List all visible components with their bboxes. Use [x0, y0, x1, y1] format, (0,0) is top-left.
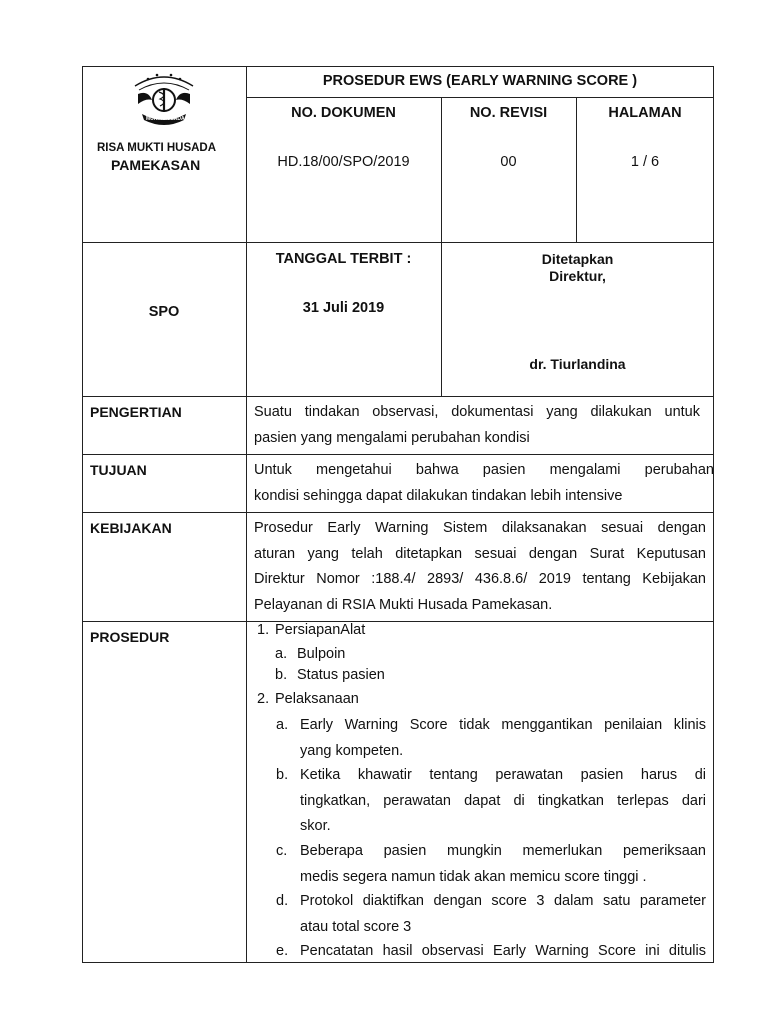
grid-line	[246, 396, 247, 963]
tool-item: Bulpoin	[297, 646, 346, 662]
doc-number-value: HD.18/00/SPO/2019	[277, 154, 410, 170]
step-1-title: PersiapanAlat	[275, 622, 366, 638]
step-marker: d.	[276, 893, 289, 909]
grid-line	[246, 97, 714, 98]
text-line: kondisi sehingga dapat dilakukan tindakan lebih intensive	[254, 487, 623, 504]
text-line: medis segera namun tidak akan memicu score tinggi .	[300, 868, 647, 885]
kebijakan-text	[254, 516, 706, 618]
prosedur-label: PROSEDUR	[90, 629, 170, 645]
kebijakan-label: KEBIJAKAN	[90, 520, 172, 536]
org-name-line1: RISA MUKTI HUSADA	[97, 142, 217, 154]
doc-number-label: NO. DOKUMEN	[291, 105, 396, 121]
page-value: 1 / 6	[630, 154, 660, 170]
text-line: Pelayanan di RSIA Mukti Husada Pamekasan.	[254, 596, 553, 613]
text-line: pasien yang mengalami perubahan kondisi	[254, 429, 530, 446]
text-line: tingkatkan, perawatan dapat di tingkatkan terlepas dari	[300, 792, 706, 809]
step-text	[300, 889, 706, 940]
text-line: atau total score 3	[300, 918, 412, 935]
issue-date-value: 31 Juli 2019	[302, 300, 385, 316]
spo-label: SPO	[148, 304, 180, 320]
revision-label: NO. REVISI	[469, 105, 548, 121]
director-title: Direktur,	[549, 268, 606, 284]
grid-line	[82, 454, 714, 455]
step-marker: b.	[276, 767, 289, 783]
text-line: Suatu tindakan observasi, dokumentasi yang dilakukan untuk	[254, 404, 700, 420]
tujuan-label: TUJUAN	[90, 462, 147, 478]
text-line: Early Warning Score tidak menggantikan penilaian klinis	[300, 717, 706, 733]
step-marker: a.	[276, 717, 289, 733]
director-name: dr. Tiurlandina	[529, 356, 626, 372]
text-line: aturan yang telah ditetapkan sesuai dengan Surat Keputusan	[254, 545, 706, 562]
grid-line	[82, 621, 714, 622]
tool-marker: b.	[275, 667, 288, 683]
tool-marker: a.	[275, 646, 288, 662]
page-label: HALAMAN	[608, 105, 682, 121]
text-line: yang kompeten.	[300, 742, 404, 759]
issue-date-label: TANGGAL TERBIT :	[275, 251, 412, 267]
tool-item: Status pasien	[297, 667, 385, 683]
pengertian-text	[254, 400, 700, 451]
step-text	[300, 839, 706, 890]
logo-ribbon-text: MUKTI HUSADA	[146, 116, 185, 122]
text-line: Prosedur Early Warning Sistem dilaksanakan sesuai dengan	[254, 520, 706, 536]
step-marker: c.	[276, 843, 288, 859]
text-line: Direktur Nomor :188.4/ 2893/ 436.8.6/ 2019 tentang Kebijakan	[254, 571, 706, 587]
grid-line	[82, 512, 714, 513]
tujuan-text	[254, 458, 714, 509]
step-1-number: 1.	[257, 622, 270, 638]
revision-value: 00	[500, 154, 517, 170]
step-text	[300, 713, 706, 764]
text-line: Pencatatan hasil observasi Early Warning Score ini ditulis	[300, 943, 706, 959]
step-marker: e.	[276, 943, 289, 959]
text-line: skor.	[300, 818, 331, 834]
text-line: Protokol diaktifkan dengan score 3 dalam satu parameter	[300, 893, 706, 909]
text-line: Untuk mengetahui bahwa pasien mengalami perubahan	[254, 462, 714, 478]
document-title: PROSEDUR EWS (EARLY WARNING SCORE )	[322, 73, 638, 89]
step-text	[300, 939, 706, 965]
step-2-number: 2.	[257, 691, 270, 707]
org-name-line2: PAMEKASAN	[111, 157, 201, 173]
step-text	[300, 763, 706, 840]
step-2-title: Pelaksanaan	[275, 691, 359, 707]
set-by-label: Ditetapkan	[541, 251, 614, 267]
pengertian-label: PENGERTIAN	[90, 404, 182, 420]
grid-line	[82, 242, 714, 243]
text-line: Ketika khawatir tentang perawatan pasien harus di	[300, 767, 706, 783]
text-line: Beberapa pasien mungkin memerlukan pemeriksaan	[300, 843, 706, 859]
grid-line	[82, 396, 714, 397]
